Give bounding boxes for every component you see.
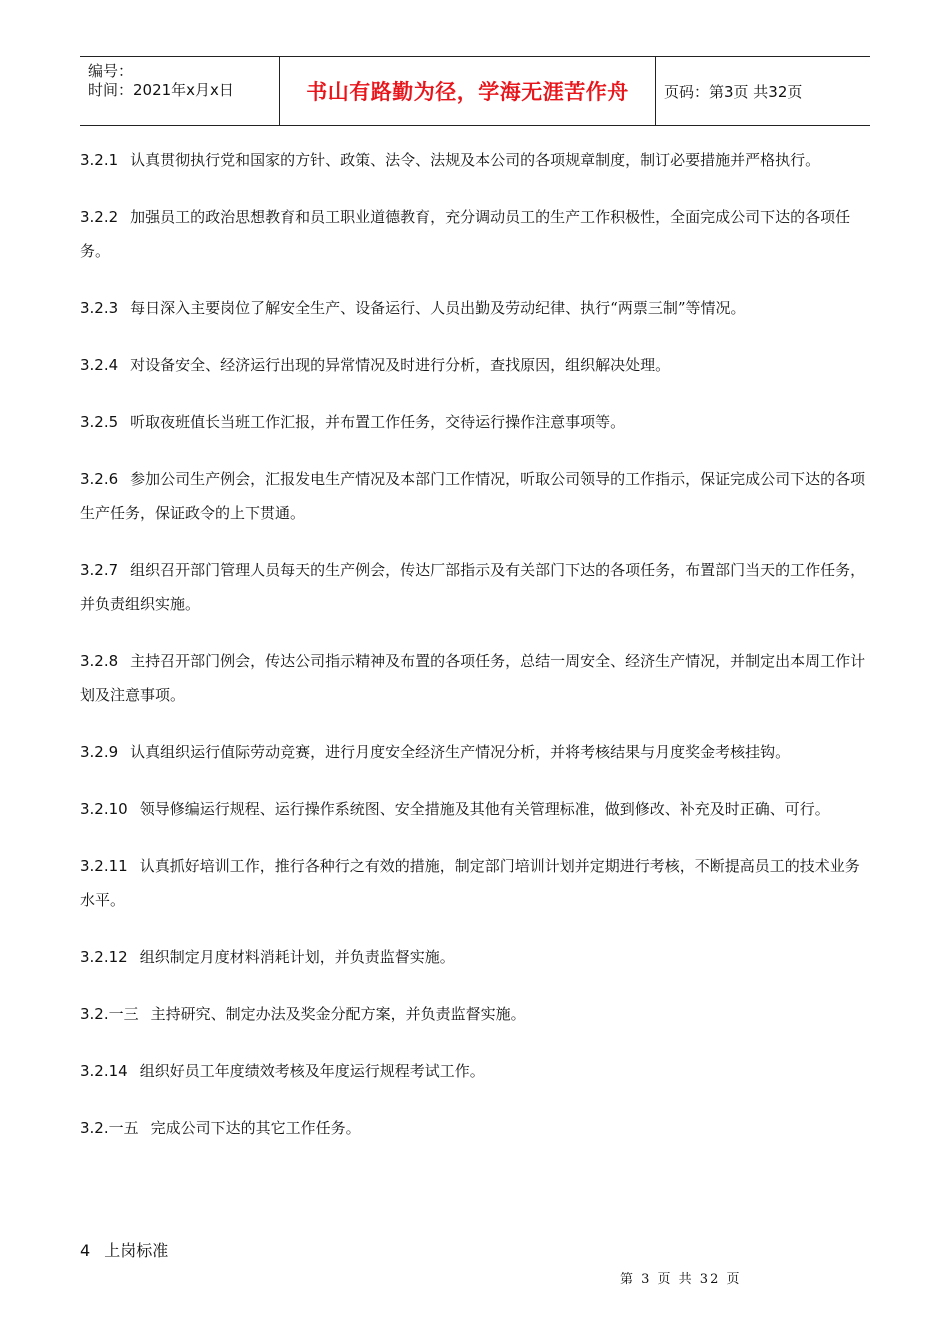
document-number-label: 编号： bbox=[88, 62, 134, 80]
page-header bbox=[80, 56, 870, 126]
paragraph-text: 加强员工的政治思想教育和员工职业道德教育，充分调动员工的生产工作积极性，全面完成公司下达的各项任务。 bbox=[80, 208, 851, 260]
paragraph-3-2-6 bbox=[80, 462, 870, 530]
paragraph-number: 3.2.一五 bbox=[80, 1119, 139, 1137]
page-footer: 第 3 页 共 32 页 bbox=[620, 1272, 742, 1287]
paragraph-number: 3.2.4 bbox=[80, 356, 119, 374]
paragraph-3-2-2 bbox=[80, 200, 870, 268]
paragraph-text: 认真抓好培训工作，推行各种行之有效的措施，制定部门培训计划并定期进行考核，不断提高员工的技术业务水平。 bbox=[80, 857, 860, 909]
paragraph-number: 3.2.14 bbox=[80, 1062, 128, 1080]
section-number: 4 bbox=[80, 1241, 91, 1260]
paragraph-text: 领导修编运行规程、运行操作系统图、安全措施及其他有关管理标准，做到修改、补充及时正确、可行。 bbox=[139, 800, 830, 818]
paragraph-3-2-11 bbox=[80, 849, 870, 917]
document-body bbox=[80, 143, 870, 1168]
header-page-info: 页码：第3页 共32页 bbox=[664, 82, 803, 101]
paragraph-text: 主持召开部门例会，传达公司指示精神及布置的各项任务，总结一周安全、经济生产情况，并制定出本周工作计划及注意事项。 bbox=[80, 652, 866, 704]
paragraph-3-2-10 bbox=[80, 792, 870, 826]
paragraph-text: 听取夜班值长当班工作汇报，并布置工作任务，交待运行操作注意事项等。 bbox=[130, 413, 626, 431]
paragraph-text: 参加公司生产例会，汇报发电生产情况及本部门工作情况，听取公司领导的工作指示，保证完成公司下达的各项生产任务，保证政令的上下贯通。 bbox=[80, 470, 866, 522]
paragraph-number: 3.2.11 bbox=[80, 857, 128, 875]
paragraph-3-2-3 bbox=[80, 291, 870, 325]
paragraph-number: 3.2.12 bbox=[80, 948, 128, 966]
paragraph-text: 组织召开部门管理人员每天的生产例会，传达厂部指示及有关部门下达的各项任务，布置部门当天的工作任务，并负责组织实施。 bbox=[80, 561, 866, 613]
paragraph-number: 3.2.8 bbox=[80, 652, 119, 670]
section-title: 上岗标准 bbox=[104, 1241, 169, 1260]
paragraph-number: 3.2.一三 bbox=[80, 1005, 139, 1023]
paragraph-text: 认真贯彻执行党和国家的方针、政策、法令、法规及本公司的各项规章制度，制订必要措施并严格执行。 bbox=[130, 151, 821, 169]
paragraph-number: 3.2.1 bbox=[80, 151, 119, 169]
paragraph-text: 组织制定月度材料消耗计划，并负责监督实施。 bbox=[139, 948, 455, 966]
paragraph-3-2-12 bbox=[80, 940, 870, 974]
paragraph-number: 3.2.7 bbox=[80, 561, 119, 579]
section-heading bbox=[80, 1236, 168, 1266]
paragraph-3-2-9 bbox=[80, 735, 870, 769]
paragraph-text: 主持研究、制定办法及奖金分配方案，并负责监督实施。 bbox=[150, 1005, 526, 1023]
paragraph-3-2-15 bbox=[80, 1111, 870, 1145]
paragraph-3-2-7 bbox=[80, 553, 870, 621]
document-time-label: 时间：2021年x月x日 bbox=[88, 81, 234, 99]
paragraph-number: 3.2.6 bbox=[80, 470, 119, 488]
paragraph-number: 3.2.10 bbox=[80, 800, 128, 818]
paragraph-text: 认真组织运行值际劳动竞赛，进行月度安全经济生产情况分析，并将考核结果与月度奖金考核挂钩。 bbox=[130, 743, 791, 761]
paragraph-3-2-8 bbox=[80, 644, 870, 712]
paragraph-number: 3.2.9 bbox=[80, 743, 119, 761]
paragraph-3-2-1 bbox=[80, 143, 870, 177]
header-motto: 书山有路勤为径，学海无涯苦作舟 bbox=[280, 57, 656, 125]
paragraph-number: 3.2.5 bbox=[80, 413, 119, 431]
paragraph-3-2-14 bbox=[80, 1054, 870, 1088]
paragraph-number: 3.2.2 bbox=[80, 208, 119, 226]
header-meta bbox=[80, 57, 280, 125]
paragraph-3-2-5 bbox=[80, 405, 870, 439]
paragraph-number: 3.2.3 bbox=[80, 299, 119, 317]
paragraph-text: 对设备安全、经济运行出现的异常情况及时进行分析，查找原因，组织解决处理。 bbox=[130, 356, 671, 374]
paragraph-text: 完成公司下达的其它工作任务。 bbox=[150, 1119, 361, 1137]
paragraph-3-2-13 bbox=[80, 997, 870, 1031]
paragraph-3-2-4 bbox=[80, 348, 870, 382]
paragraph-text: 组织好员工年度绩效考核及年度运行规程考试工作。 bbox=[139, 1062, 485, 1080]
paragraph-text: 每日深入主要岗位了解安全生产、设备运行、人员出勤及劳动纪律、执行“两票三制”等情况。 bbox=[130, 299, 746, 317]
